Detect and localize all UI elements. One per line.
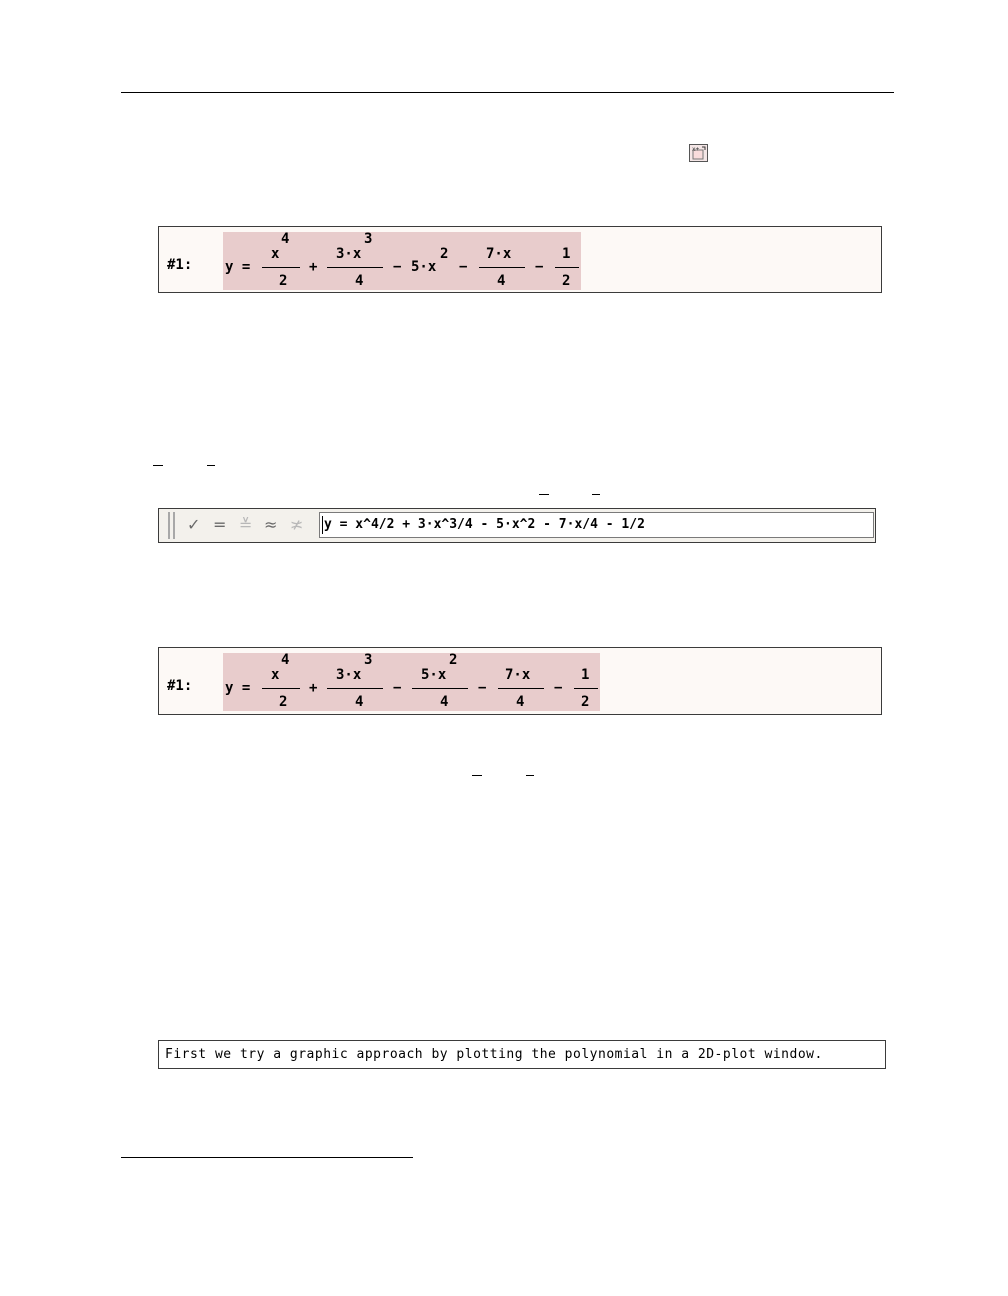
text-caret — [322, 516, 323, 534]
fraction-bar — [262, 267, 300, 268]
fraction-bar — [555, 267, 579, 268]
fraction-bar — [574, 688, 598, 689]
denominator: 2 — [279, 273, 288, 289]
numerator: 7·x — [505, 667, 531, 683]
text-fraction-mark — [539, 494, 549, 495]
check-icon[interactable]: ✓ — [187, 515, 201, 534]
equals-icon[interactable]: = — [213, 515, 227, 534]
fraction-bar — [412, 688, 468, 689]
expression-input-field[interactable] — [319, 512, 874, 538]
exponent: 4 — [281, 231, 290, 247]
numerator: 1 — [581, 667, 590, 683]
toolbar-grip[interactable] — [168, 512, 170, 539]
operator: − — [393, 680, 402, 696]
numerator: 3·x — [336, 667, 362, 683]
approx-equals-underline-icon[interactable]: ≚ — [239, 515, 253, 534]
header-rule — [121, 92, 894, 93]
author-expression-icon[interactable] — [689, 144, 708, 162]
denominator: 2 — [562, 273, 571, 289]
annotation-text: First we try a graphic approach by plotting the polynomial in a 2D-plot window. — [165, 1047, 823, 1062]
numerator: 3·x — [336, 246, 362, 262]
exponent: 2 — [449, 652, 458, 668]
fraction-bar — [327, 688, 383, 689]
annotation-box[interactable] — [158, 1040, 886, 1069]
text-fraction-mark — [472, 775, 482, 776]
expression-label: #1: — [167, 678, 193, 694]
text-fraction-mark — [592, 494, 600, 495]
exponent: 4 — [281, 652, 290, 668]
fraction-bar — [327, 267, 383, 268]
denominator: 4 — [497, 273, 506, 289]
toolbar-grip[interactable] — [173, 512, 175, 539]
operator: − — [393, 259, 402, 275]
denominator: 4 — [516, 694, 525, 710]
numerator: 7·x — [486, 246, 512, 262]
text-fraction-mark — [207, 465, 215, 466]
text-fraction-mark — [526, 775, 534, 776]
denominator: 4 — [440, 694, 449, 710]
exponent: 3 — [364, 231, 373, 247]
expression-panel-1[interactable] — [158, 226, 882, 293]
operator: − — [535, 259, 544, 275]
operator: + — [309, 259, 318, 275]
operator: − — [554, 680, 563, 696]
denominator: 2 — [581, 694, 590, 710]
operator: − — [478, 680, 487, 696]
expression-input-bar — [158, 508, 876, 543]
denominator: 2 — [279, 694, 288, 710]
expression-label: #1: — [167, 257, 193, 273]
fraction-bar — [498, 688, 544, 689]
svg-text:x+: x+ — [692, 146, 700, 153]
fraction-bar — [262, 688, 300, 689]
expression-panel-2[interactable] — [158, 647, 882, 715]
expression-lhs: y = — [225, 680, 251, 696]
numerator: 5·x — [421, 667, 447, 683]
text-fraction-mark — [153, 465, 163, 466]
operator: + — [309, 680, 318, 696]
exponent: 3 — [364, 652, 373, 668]
exponent: 2 — [440, 246, 449, 262]
expression-input-text: y = x^4/2 + 3·x^3/4 - 5·x^2 - 7·x/4 - 1/2 — [324, 517, 645, 532]
numerator: 1 — [562, 246, 571, 262]
numerator: x — [271, 246, 280, 262]
expression-lhs: y = — [225, 259, 251, 275]
approx-cross-icon[interactable]: ≭ — [290, 515, 304, 534]
denominator: 4 — [355, 273, 364, 289]
approx-icon[interactable]: ≈ — [264, 515, 278, 534]
operator: − — [459, 259, 468, 275]
fraction-bar — [479, 267, 525, 268]
footnote-rule — [121, 1157, 413, 1158]
denominator: 4 — [355, 694, 364, 710]
inline-term: 5·x — [411, 259, 437, 275]
numerator: x — [271, 667, 280, 683]
